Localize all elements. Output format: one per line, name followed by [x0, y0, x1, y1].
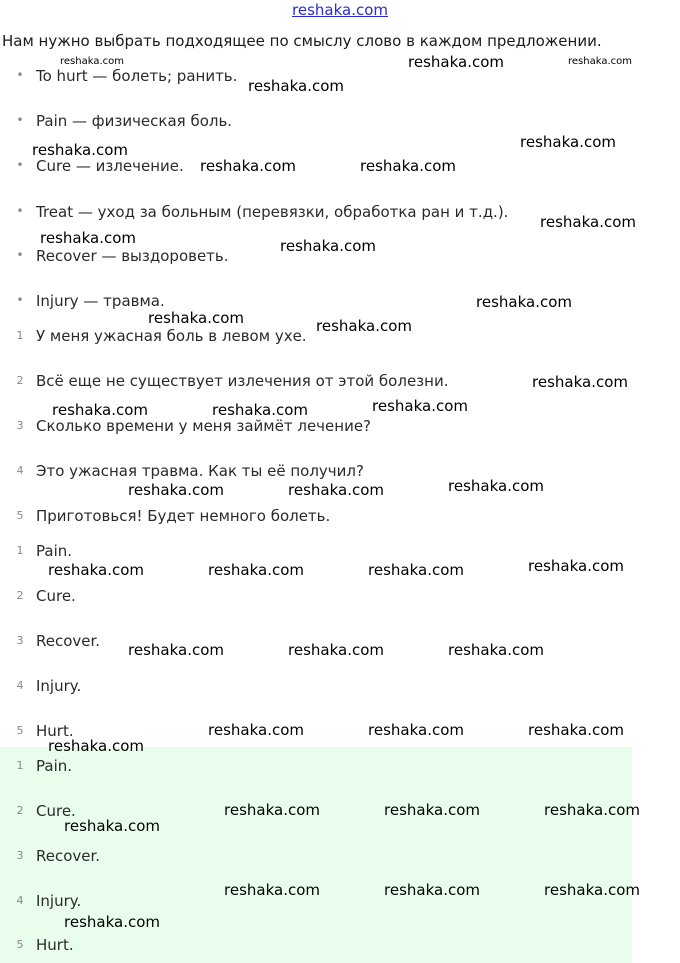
item-number: 5 [16, 724, 24, 737]
item-number: 1 [16, 759, 24, 772]
watermark: reshaka.com [540, 213, 636, 231]
watermark: reshaka.com [224, 801, 320, 819]
item-number: 4 [16, 679, 24, 692]
watermark: reshaka.com [200, 157, 296, 175]
item-text: To hurt — болеть; ранить. [36, 67, 238, 85]
item-number: 5 [16, 509, 24, 522]
watermark: reshaka.com [128, 481, 224, 499]
item-text: Cure. [36, 802, 76, 820]
watermark: reshaka.com [48, 737, 144, 755]
bullet-marker: • [16, 68, 24, 82]
bullet-marker: • [16, 158, 24, 172]
watermark: reshaka.com [208, 561, 304, 579]
watermark: reshaka.com [360, 157, 456, 175]
item-text: Это ужасная травма. Как ты её получил? [36, 462, 364, 480]
watermark: reshaka.com [520, 133, 616, 151]
watermark: reshaka.com [52, 401, 148, 419]
item-text: Hurt. [36, 722, 74, 740]
watermark: reshaka.com [532, 373, 628, 391]
watermark: reshaka.com [568, 56, 632, 67]
watermark: reshaka.com [40, 229, 136, 247]
item-text: Cure — излечение. [36, 157, 184, 175]
item-number: 3 [16, 419, 24, 432]
item-number: 2 [16, 374, 24, 387]
watermark: reshaka.com [208, 721, 304, 739]
item-number: 1 [16, 544, 24, 557]
item-text: Injury. [36, 892, 82, 910]
bullet-marker: • [16, 293, 24, 307]
bullet-marker: • [16, 248, 24, 262]
watermark: reshaka.com [368, 721, 464, 739]
watermark: reshaka.com [64, 913, 160, 931]
watermark: reshaka.com [64, 817, 160, 835]
item-number: 5 [16, 938, 24, 951]
watermark: reshaka.com [544, 801, 640, 819]
watermark: reshaka.com [476, 293, 572, 311]
watermark: reshaka.com [372, 397, 468, 415]
item-number: 4 [16, 464, 24, 477]
watermark: reshaka.com [288, 481, 384, 499]
watermark: reshaka.com [288, 641, 384, 659]
item-number: 2 [16, 804, 24, 817]
watermark: reshaka.com [280, 237, 376, 255]
watermark: reshaka.com [316, 317, 412, 335]
item-text: Recover. [36, 847, 101, 865]
item-number: 4 [16, 894, 24, 907]
watermark: reshaka.com [148, 309, 244, 327]
watermark: reshaka.com [448, 477, 544, 495]
site-header-link[interactable]: reshaka.com [292, 1, 388, 19]
watermark: reshaka.com [384, 801, 480, 819]
item-number: 1 [16, 329, 24, 342]
item-text: Pain. [36, 542, 73, 560]
item-text: Recover. [36, 632, 101, 650]
watermark: reshaka.com [248, 77, 344, 95]
item-text: Recover — выздороветь. [36, 247, 229, 265]
watermark: reshaka.com [384, 881, 480, 899]
watermark: reshaka.com [528, 557, 624, 575]
watermark: reshaka.com [528, 721, 624, 739]
watermark: reshaka.com [212, 401, 308, 419]
watermark: reshaka.com [544, 881, 640, 899]
item-text: Injury — травма. [36, 292, 165, 310]
item-text: Treat — уход за больным (перевязки, обработка ран и т.д.). [36, 203, 509, 221]
bullet-marker: • [16, 113, 24, 127]
item-text: У меня ужасная боль в левом ухе. [36, 327, 307, 345]
watermark: reshaka.com [60, 56, 124, 67]
item-number: 2 [16, 589, 24, 602]
watermark: reshaka.com [448, 641, 544, 659]
bullet-marker: • [16, 204, 24, 218]
watermark: reshaka.com [408, 53, 504, 71]
watermark: reshaka.com [128, 641, 224, 659]
watermark: reshaka.com [368, 561, 464, 579]
item-text: Hurt. [36, 936, 74, 954]
watermark: reshaka.com [48, 561, 144, 579]
watermark: reshaka.com [32, 141, 128, 159]
item-text: Cure. [36, 587, 76, 605]
item-text: Всё еще не существует излечения от этой болезни. [36, 372, 449, 390]
item-number: 3 [16, 634, 24, 647]
item-text: Сколько времени у меня займёт лечение? [36, 417, 372, 435]
item-text: Pain. [36, 757, 73, 775]
item-number: 3 [16, 849, 24, 862]
item-text: Приготовься! Будет немного болеть. [36, 507, 331, 525]
intro-text: Нам нужно выбрать подходящее по смыслу слово в каждом предложении. [2, 32, 602, 50]
item-text: Pain — физическая боль. [36, 112, 233, 130]
item-text: Injury. [36, 677, 82, 695]
watermark: reshaka.com [224, 881, 320, 899]
